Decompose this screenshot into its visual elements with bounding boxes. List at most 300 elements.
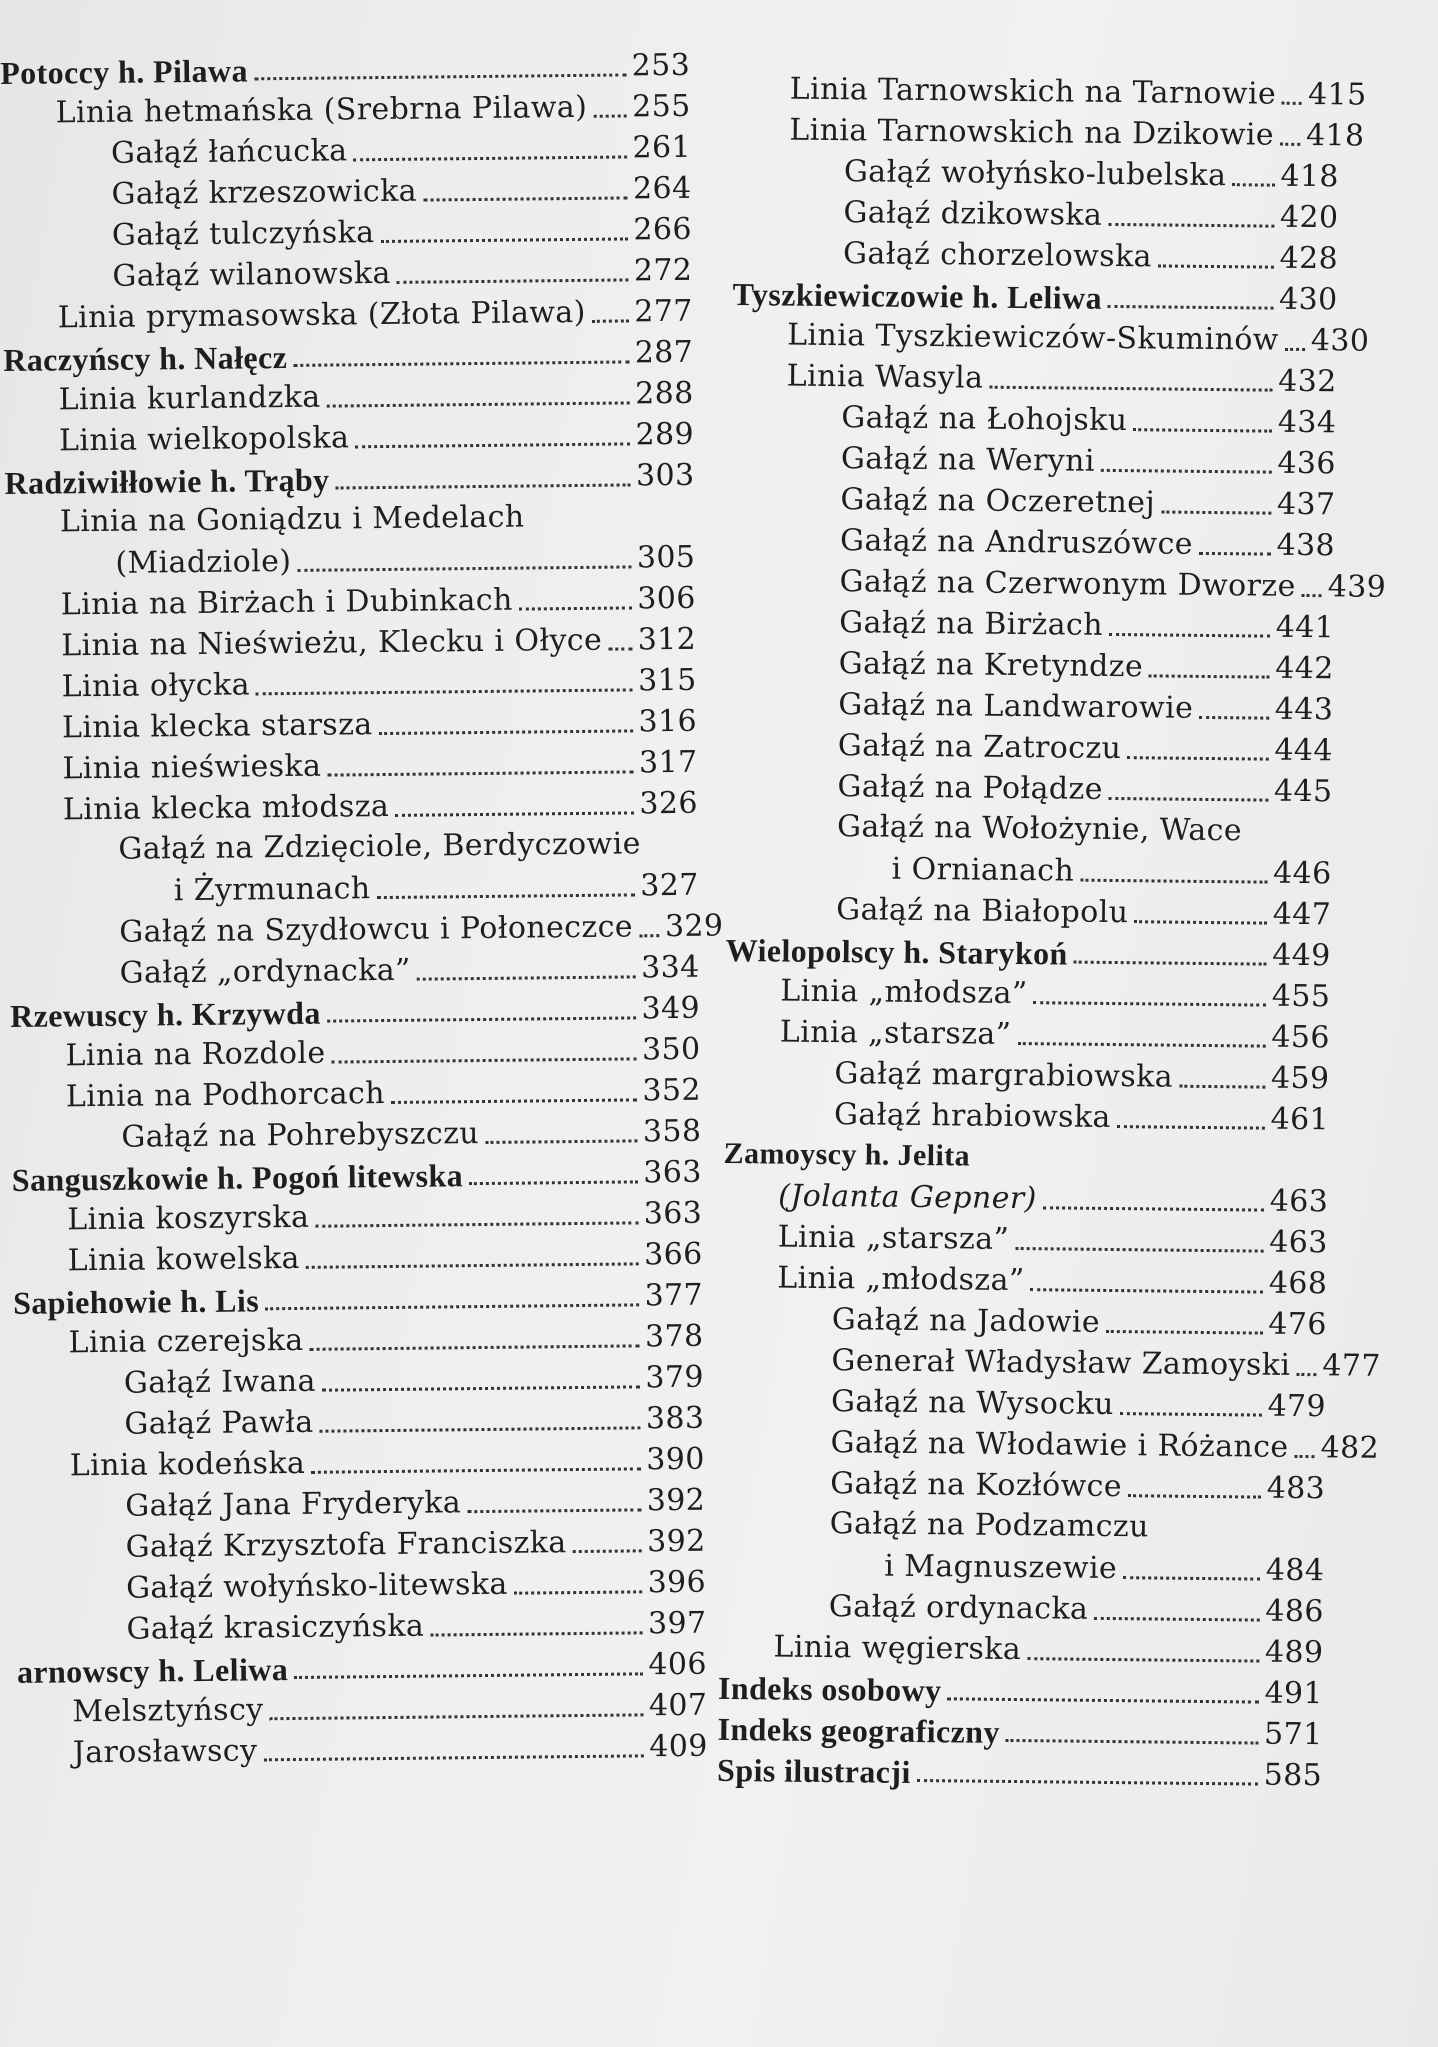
toc-page-number: 287 bbox=[634, 334, 694, 371]
dot-leader bbox=[320, 1425, 640, 1432]
toc-page-number: 439 bbox=[1327, 569, 1387, 605]
toc-entry bbox=[17, 1644, 707, 1692]
toc-entry-label: i Ornianach bbox=[891, 851, 1075, 889]
toc-entry bbox=[7, 701, 697, 749]
toc-page-number: 329 bbox=[664, 908, 724, 945]
toc-entry-label: Linia klecka młodsza bbox=[62, 788, 390, 828]
dot-leader bbox=[327, 769, 633, 776]
toc-page-number: 409 bbox=[649, 1728, 708, 1765]
toc-entry bbox=[13, 1275, 703, 1323]
toc-entry bbox=[15, 1439, 705, 1487]
toc-entry-label: Gałąź na Włodawie i Różance bbox=[830, 1425, 1289, 1465]
dot-leader bbox=[322, 1384, 640, 1391]
toc-entry bbox=[18, 1726, 708, 1774]
toc-entry-label: Gałąź na Jadowie bbox=[831, 1302, 1101, 1340]
dot-leader bbox=[1133, 427, 1272, 432]
toc-entry-label: Linia kowelska bbox=[67, 1240, 301, 1279]
toc-entry-label: Wielopolscy h. Starykoń bbox=[725, 931, 1068, 972]
toc-entry bbox=[11, 1070, 701, 1118]
toc-entry-label: Gałąź tulczyńska bbox=[111, 215, 375, 253]
dot-leader bbox=[310, 1343, 639, 1350]
dot-leader bbox=[1108, 222, 1274, 228]
dot-leader bbox=[1134, 919, 1266, 924]
toc-entry bbox=[723, 1216, 1328, 1263]
dot-leader bbox=[1033, 1000, 1265, 1006]
dot-leader bbox=[417, 974, 635, 980]
toc-entry bbox=[729, 560, 1387, 607]
toc-page-number: 446 bbox=[1272, 855, 1332, 892]
toc-page-number: 442 bbox=[1275, 650, 1334, 687]
dot-leader bbox=[1043, 1205, 1264, 1211]
toc-page-number: 444 bbox=[1274, 732, 1334, 769]
toc-page-number: 334 bbox=[640, 949, 700, 986]
toc-page-number: 489 bbox=[1264, 1634, 1324, 1671]
dot-leader bbox=[1027, 1656, 1259, 1662]
toc-entry-label: Gałąź ordynacka bbox=[828, 1589, 1089, 1627]
toc-entry bbox=[14, 1357, 704, 1405]
toc-entry bbox=[5, 537, 695, 585]
toc-entry-label: Linia koszyrska bbox=[67, 1199, 310, 1238]
toc-entry bbox=[11, 1111, 701, 1159]
toc-entry-label: Gałąź na Landwarowie bbox=[838, 687, 1194, 726]
toc-entry-label: Linia „starsza” bbox=[777, 1219, 1010, 1257]
toc-entry-label: Linia „starsza” bbox=[779, 1014, 1012, 1052]
toc-entry bbox=[732, 314, 1370, 361]
toc-page-number: 406 bbox=[648, 1646, 708, 1683]
toc-entry bbox=[731, 437, 1336, 484]
dot-leader bbox=[1282, 101, 1302, 105]
toc-entry bbox=[8, 783, 698, 831]
toc-entry bbox=[4, 455, 694, 503]
toc-entry-label: Gałąź Krzysztofa Franciszka bbox=[125, 1525, 567, 1565]
toc-page-number: 396 bbox=[647, 1564, 707, 1601]
dot-leader bbox=[467, 1507, 641, 1513]
dot-leader bbox=[256, 687, 632, 695]
toc-entry-label: Gałąź Iwana bbox=[123, 1363, 316, 1401]
dot-leader bbox=[1232, 182, 1274, 186]
dot-leader bbox=[1006, 1738, 1258, 1745]
toc-page-number: 445 bbox=[1273, 773, 1333, 810]
dot-leader bbox=[1094, 1616, 1259, 1622]
dot-leader bbox=[311, 1466, 640, 1473]
toc-entry-label: Linia „młodsza” bbox=[777, 1260, 1025, 1299]
toc-page-number: 441 bbox=[1275, 609, 1335, 646]
toc-entry bbox=[722, 1257, 1327, 1304]
toc-page-number: 349 bbox=[641, 990, 701, 1027]
toc-entry-label: Linia na Rozdole bbox=[65, 1035, 326, 1074]
dot-leader bbox=[355, 441, 629, 448]
toc-entry-label: Gałąź na Białopolu bbox=[836, 892, 1129, 931]
dot-leader bbox=[379, 728, 633, 735]
toc-entry bbox=[15, 1480, 705, 1528]
dot-leader bbox=[639, 933, 659, 937]
toc-entry bbox=[718, 1667, 1323, 1714]
toc-entry bbox=[13, 1316, 703, 1364]
toc-page-number: 377 bbox=[644, 1277, 704, 1314]
dot-leader bbox=[1158, 263, 1274, 268]
toc-entry bbox=[6, 660, 696, 708]
toc-entry bbox=[1, 127, 691, 175]
dot-leader bbox=[1074, 960, 1267, 966]
toc-entry-label: Linia klecka starsza bbox=[61, 707, 373, 746]
toc-entry bbox=[12, 1234, 702, 1282]
toc-page-number: 272 bbox=[633, 252, 693, 289]
toc-page-number: 316 bbox=[638, 703, 698, 740]
dot-leader bbox=[270, 1712, 643, 1720]
toc-entry-label: Linia Wasyla bbox=[786, 358, 984, 396]
dot-leader bbox=[1280, 142, 1300, 146]
toc-page-number: 447 bbox=[1272, 896, 1332, 933]
toc-entry-label: Gałąź na Łohojsku bbox=[841, 400, 1128, 439]
dot-leader bbox=[380, 236, 627, 243]
toc-page-number: 432 bbox=[1278, 363, 1337, 400]
dot-leader bbox=[336, 482, 631, 489]
toc-entry-label: Linia nieświeska bbox=[62, 748, 322, 787]
toc-page-number: 312 bbox=[637, 621, 697, 658]
toc-entry-label: Linia hetmańska (Srebrna Pilawa) bbox=[55, 89, 588, 131]
dot-leader bbox=[1179, 1084, 1265, 1089]
toc-page-number: 363 bbox=[643, 1195, 703, 1232]
toc-page-number: 476 bbox=[1268, 1306, 1328, 1343]
toc-page-number: 420 bbox=[1279, 199, 1339, 236]
toc-page-number: 455 bbox=[1271, 978, 1331, 1015]
toc-entry bbox=[726, 888, 1331, 935]
toc-entry-label: Spis ilustracji bbox=[716, 1751, 911, 1790]
toc-page-number: 477 bbox=[1322, 1348, 1381, 1384]
toc-page-number: 315 bbox=[637, 662, 697, 699]
toc-page-number: 459 bbox=[1270, 1060, 1330, 1097]
dot-leader bbox=[332, 1056, 636, 1063]
toc-page-number: 428 bbox=[1279, 240, 1339, 277]
toc-entry bbox=[3, 332, 693, 380]
toc-entry bbox=[10, 988, 700, 1036]
toc-page-number: 392 bbox=[646, 1523, 706, 1560]
toc-page-number: 392 bbox=[646, 1482, 706, 1519]
toc-entry bbox=[725, 1011, 1330, 1058]
toc-entry bbox=[733, 191, 1338, 238]
toc-entry bbox=[721, 1339, 1381, 1386]
toc-entry bbox=[719, 1585, 1324, 1632]
toc-page-number: 486 bbox=[1265, 1593, 1325, 1630]
dot-leader bbox=[1296, 1372, 1316, 1376]
toc-entry-label: arnowscy h. Leliwa bbox=[16, 1651, 289, 1690]
dot-leader bbox=[395, 810, 633, 816]
toc-entry bbox=[6, 578, 696, 626]
toc-page-number: 418 bbox=[1305, 117, 1365, 154]
toc-entry bbox=[723, 1175, 1328, 1222]
toc-entry-label: Gałąź wołyńsko-litewska bbox=[125, 1566, 508, 1606]
toc-entry-label: Gałąź wilanowska bbox=[112, 255, 392, 294]
toc-entry-label: Linia węgierska bbox=[773, 1629, 1022, 1668]
toc-entry bbox=[724, 1052, 1329, 1099]
toc-entry-label: Gałąź hrabiowska bbox=[833, 1097, 1111, 1135]
toc-entry bbox=[729, 642, 1334, 689]
toc-page-number: 288 bbox=[634, 375, 694, 412]
toc-entry-label: Gałąź chorzelowska bbox=[842, 236, 1153, 275]
dot-leader bbox=[1302, 593, 1322, 597]
toc-entry-label: Gałąź wołyńsko-lubelska bbox=[843, 154, 1227, 194]
toc-entry-label: Linia Tarnowskich na Dzikowie bbox=[789, 112, 1275, 153]
toc-page-number: 317 bbox=[638, 744, 698, 781]
dot-leader bbox=[947, 1696, 1258, 1703]
toc-entry bbox=[14, 1398, 704, 1446]
toc-page-number: 449 bbox=[1272, 937, 1331, 974]
toc-entry bbox=[6, 619, 696, 667]
toc-page-number: 327 bbox=[640, 867, 699, 904]
toc-entry-label: Radziwiłłowie h. Trąby bbox=[4, 461, 330, 501]
dot-leader bbox=[1199, 715, 1269, 720]
toc-entry-label: Linia na Birżach i Dubinkach bbox=[60, 582, 513, 623]
toc-entry bbox=[12, 1193, 702, 1241]
dot-leader bbox=[327, 1015, 636, 1022]
toc-entry-label: Rzewuscy h. Krzywda bbox=[9, 994, 321, 1034]
toc-entry bbox=[9, 947, 699, 995]
toc-entry bbox=[729, 601, 1334, 648]
toc-entry bbox=[0, 86, 690, 134]
toc-entry bbox=[724, 1093, 1329, 1140]
toc-page-number: 379 bbox=[645, 1359, 705, 1396]
toc-entry bbox=[3, 373, 693, 421]
dot-leader bbox=[306, 1261, 638, 1268]
toc-page-number: 358 bbox=[642, 1113, 702, 1150]
toc-entry-label: Linia ołycka bbox=[61, 667, 251, 705]
toc-entry-label: Gałąź na Oczeretnej bbox=[840, 482, 1156, 521]
dot-leader bbox=[297, 564, 631, 571]
toc-page-number: 437 bbox=[1276, 486, 1336, 523]
toc-entry-label: Gałąź na Zdzięciole, Berdyczowie bbox=[118, 826, 641, 867]
toc-entry-label: i Żyrmunach bbox=[173, 871, 371, 909]
toc-page-number: 443 bbox=[1274, 691, 1334, 728]
toc-page-number: 306 bbox=[637, 580, 696, 617]
dot-leader bbox=[391, 1097, 637, 1104]
toc-entry-label: Gałąź na Kretyndze bbox=[838, 646, 1144, 685]
toc-entry-label: Linia czerejska bbox=[68, 1322, 304, 1361]
toc-entry-label: Gałąź na Weryni bbox=[840, 441, 1095, 479]
toc-entry bbox=[727, 765, 1332, 812]
toc-entry bbox=[732, 273, 1337, 320]
dot-leader bbox=[254, 72, 626, 80]
toc-page-number: 253 bbox=[631, 47, 691, 84]
toc-entry bbox=[733, 232, 1338, 279]
toc-page-number: 255 bbox=[631, 88, 691, 125]
toc-page-number: 289 bbox=[635, 416, 695, 453]
toc-entry bbox=[4, 414, 694, 462]
toc-entry-label: Sapiehowie h. Lis bbox=[12, 1282, 260, 1321]
toc-entry-label: Linia prymasowska (Złota Pilawa) bbox=[57, 294, 586, 336]
toc-entry-label: Gałąź na Wołożynie, Wace bbox=[836, 809, 1243, 849]
toc-entry-label: Gałąź na Wysocku bbox=[830, 1384, 1115, 1423]
dot-leader bbox=[1017, 1041, 1265, 1048]
toc-entry bbox=[16, 1562, 706, 1610]
toc-page-number: 468 bbox=[1268, 1265, 1328, 1302]
toc-entry-label: Melsztyńscy bbox=[72, 1692, 264, 1730]
dot-leader bbox=[1161, 509, 1271, 514]
dot-leader bbox=[1015, 1246, 1263, 1253]
toc-page-number: 418 bbox=[1280, 158, 1340, 195]
dot-leader bbox=[377, 892, 635, 899]
toc-page-number: 430 bbox=[1310, 323, 1370, 359]
toc-page-number: 407 bbox=[648, 1687, 708, 1724]
dot-leader bbox=[1109, 796, 1268, 802]
toc-page-number: 363 bbox=[643, 1154, 702, 1191]
toc-entry bbox=[721, 1380, 1326, 1427]
toc-entry-label: Gałąź dzikowska bbox=[843, 195, 1103, 233]
toc-entry-label: Tyszkiewiczowie h. Leliwa bbox=[732, 275, 1103, 316]
toc-entry-label: Gałąź krasiczyńska bbox=[126, 1608, 425, 1647]
toc-page-number: 436 bbox=[1277, 445, 1337, 482]
dot-leader bbox=[592, 318, 629, 322]
dot-leader bbox=[397, 277, 628, 283]
toc-entry-label: Gałąź Jana Fryderyka bbox=[125, 1485, 462, 1524]
toc-entry bbox=[7, 742, 697, 790]
dot-leader bbox=[608, 646, 632, 650]
dot-leader bbox=[514, 1589, 642, 1594]
dot-leader bbox=[1123, 1575, 1260, 1580]
toc-entry bbox=[732, 355, 1337, 402]
toc-entry-label: Linia na Goniądzu i Medelach bbox=[59, 499, 525, 540]
toc-page-number: 261 bbox=[632, 129, 692, 166]
toc-entry bbox=[719, 1544, 1324, 1591]
dot-leader bbox=[293, 359, 629, 367]
toc-page-number: 390 bbox=[646, 1441, 705, 1478]
toc-entry-label: Linia na Podhorcach bbox=[65, 1076, 386, 1115]
toc-entry-label: Linia kodeńska bbox=[69, 1445, 306, 1484]
dot-leader bbox=[573, 1548, 642, 1553]
toc-entry-label: Gałąź na Pohrebyszczu bbox=[121, 1116, 480, 1155]
toc-entry bbox=[730, 519, 1335, 566]
toc-entry bbox=[2, 209, 692, 257]
toc-entry-label: Gałąź na Podzamczu bbox=[829, 1506, 1149, 1545]
dot-leader bbox=[1109, 632, 1270, 638]
dot-leader bbox=[1101, 468, 1272, 474]
dot-leader bbox=[1127, 755, 1268, 760]
toc-entry bbox=[726, 929, 1331, 976]
toc-entry-label: Indeks geograficzny bbox=[717, 1710, 1001, 1750]
toc-entry-label: Zamoyscy h. Jelita bbox=[723, 1136, 971, 1173]
toc-entry-label: i Magnuszewie bbox=[884, 1548, 1118, 1587]
toc-entry bbox=[17, 1685, 707, 1733]
toc-entry-label: Sanguszkowie h. Pogoń litewska bbox=[11, 1157, 464, 1198]
toc-entry bbox=[728, 724, 1333, 771]
toc-page-number: 303 bbox=[635, 457, 695, 494]
dot-leader bbox=[1117, 1124, 1265, 1130]
dot-leader bbox=[1080, 878, 1267, 884]
toc-page-number: 463 bbox=[1269, 1183, 1329, 1220]
toc-entry bbox=[725, 970, 1330, 1017]
dot-leader bbox=[593, 113, 626, 117]
toc-page-number: 571 bbox=[1263, 1716, 1323, 1753]
toc-page-number: 479 bbox=[1267, 1388, 1327, 1425]
toc-page-number: 491 bbox=[1264, 1675, 1324, 1712]
toc-page-number: 352 bbox=[642, 1072, 702, 1109]
dot-leader bbox=[1128, 1493, 1261, 1498]
dot-leader bbox=[1285, 347, 1305, 351]
dot-leader bbox=[1108, 304, 1273, 310]
toc-page-number: 383 bbox=[645, 1400, 705, 1437]
toc-page-number: 483 bbox=[1266, 1470, 1326, 1507]
toc-entry-label: Gałąź „ordynacka” bbox=[119, 952, 411, 991]
toc-entry-label: Gałąź na Birżach bbox=[839, 605, 1104, 643]
dot-leader bbox=[1149, 673, 1269, 678]
toc-entry bbox=[735, 68, 1367, 115]
toc-page-number: 461 bbox=[1270, 1101, 1330, 1138]
toc-entry bbox=[717, 1708, 1322, 1755]
toc-entry bbox=[734, 150, 1339, 197]
toc-page-number: 264 bbox=[632, 170, 692, 207]
toc-entry bbox=[9, 865, 699, 913]
toc-page-number: 482 bbox=[1320, 1430, 1380, 1466]
toc-entry bbox=[731, 396, 1336, 443]
toc-page-number: 438 bbox=[1276, 527, 1336, 564]
toc-entry bbox=[12, 1152, 702, 1200]
toc-page-number: 378 bbox=[644, 1318, 704, 1355]
dot-leader bbox=[430, 1630, 642, 1636]
toc-page-number: 463 bbox=[1269, 1224, 1328, 1261]
toc-page-number: 326 bbox=[639, 785, 699, 822]
toc-entry-label: Linia Tarnowskich na Tarnowie bbox=[789, 71, 1277, 112]
toc-page-number: 397 bbox=[647, 1605, 707, 1642]
toc-entry-label: Linia wielkopolska bbox=[58, 420, 350, 459]
dot-leader bbox=[1030, 1287, 1262, 1293]
toc-entry bbox=[15, 1521, 705, 1569]
dot-leader bbox=[469, 1179, 637, 1185]
toc-entry-label: Gałąź Pawła bbox=[124, 1404, 314, 1442]
dot-leader bbox=[519, 605, 632, 610]
dot-leader bbox=[353, 154, 626, 161]
toc-page-number: 456 bbox=[1271, 1019, 1331, 1056]
toc-entry bbox=[720, 1421, 1380, 1468]
toc-entry-label: Gałąź krzeszowicka bbox=[111, 173, 418, 212]
toc-entry-label: Gałąź na Zatroczu bbox=[837, 728, 1122, 767]
toc-entry bbox=[734, 109, 1365, 156]
toc-entry-label: Gałąź łańcucka bbox=[110, 133, 348, 171]
dot-leader bbox=[263, 1753, 643, 1761]
dot-leader bbox=[1199, 551, 1271, 556]
toc-page-number: 484 bbox=[1265, 1552, 1325, 1589]
toc-entry-label: Linia kurlandzka bbox=[58, 379, 321, 418]
toc-page-number: 434 bbox=[1277, 404, 1337, 441]
dot-leader bbox=[917, 1778, 1258, 1786]
toc-page-number: 366 bbox=[643, 1236, 703, 1273]
toc-page-number: 415 bbox=[1307, 77, 1367, 113]
toc-entry-label: Raczyńscy h. Nałęcz bbox=[3, 339, 288, 378]
toc-entry bbox=[16, 1603, 706, 1651]
toc-entry bbox=[720, 1462, 1325, 1509]
toc-left-column bbox=[0, 45, 724, 1774]
toc-entry-label: Gałąź na Połądze bbox=[837, 769, 1104, 807]
toc-page-number: 350 bbox=[641, 1031, 701, 1068]
dot-leader bbox=[1120, 1411, 1262, 1416]
toc-entry bbox=[2, 250, 692, 298]
toc-entry bbox=[730, 478, 1335, 525]
toc-entry-label: Indeks osobowy bbox=[717, 1669, 942, 1709]
toc-entry bbox=[3, 291, 693, 339]
dot-leader bbox=[485, 1138, 637, 1144]
toc-entry bbox=[722, 1298, 1327, 1345]
toc-entry-label: Gałąź na Kozłówce bbox=[829, 1466, 1123, 1505]
dot-leader bbox=[265, 1302, 639, 1310]
toc-entry-label: Linia „młodsza” bbox=[780, 973, 1028, 1012]
toc-entry bbox=[9, 906, 724, 954]
toc-page-number: 305 bbox=[636, 539, 696, 576]
dot-leader bbox=[989, 385, 1272, 392]
toc-page-number: 585 bbox=[1263, 1757, 1323, 1794]
toc-entry-label: Potoccy h. Pilawa bbox=[0, 52, 249, 91]
dot-leader bbox=[327, 400, 630, 407]
toc-entry-label: Gałąź na Szydłowcu i Połoneczce bbox=[119, 909, 634, 950]
toc-entry-label: Linia na Nieświeżu, Klecku i Ołyce bbox=[61, 622, 603, 664]
toc-entry-label: Gałąź na Andruszówce bbox=[839, 523, 1194, 562]
